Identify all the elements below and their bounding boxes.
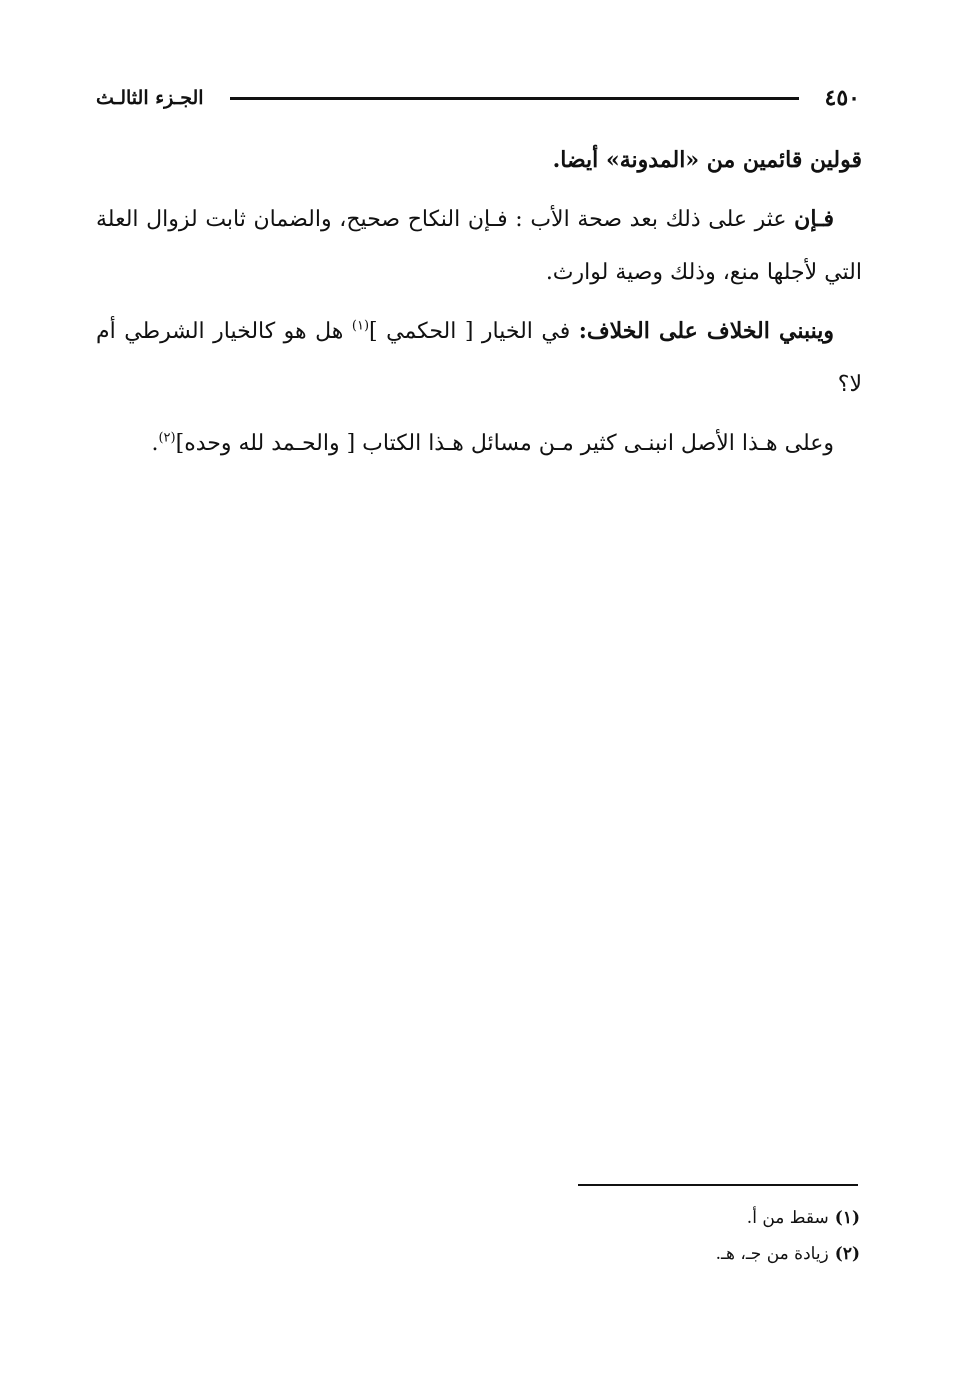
paragraph-4-text-b: . [151,431,159,456]
main-text [96,134,862,470]
footnote-1 [300,1200,860,1236]
footnotes [300,1200,860,1272]
header-rule [230,97,799,100]
running-title: الجـزء الثالـث [96,87,204,109]
paragraph-3-text-a: في الخيار [ الحكمي ] [369,319,579,344]
page-number: ٤٥٠ [824,85,860,111]
paragraph-4-text-a: وعلى هـذا الأصل انبنـى كثير مـن مسائل هـذا الكتاب [ والحـمد لله وحده] [175,431,834,456]
paragraph-3-lead: وينبني الخلاف على الخلاف: [578,318,834,344]
paragraph-3 [96,305,862,411]
footnote-2-number: (٢) [834,1244,860,1264]
paragraph-2-text: عثر على ذلك بعد صحة الأب : فـإن النكاح صحيح، والضمان ثابت لزوال العلة التي لأجلها منع، وذلك وصية لوارث. [96,207,862,285]
paragraph-1 [96,134,862,187]
page-header [96,78,860,118]
paragraph-2-lead: فـإن [794,206,834,232]
footnote-ref-2: (٢) [158,430,176,446]
footnote-2 [300,1236,860,1272]
footnote-ref-1: (١) [351,318,370,334]
footnote-1-text: سقط من أ. [746,1208,829,1228]
paragraph-4 [96,417,862,470]
paragraph-1-bold: قولين قائمين من «المدونة» أيضا. [552,147,862,173]
footnote-2-text: زيادة من جـ، هـ. [715,1244,829,1264]
footnote-1-number: (١) [834,1208,860,1228]
footnote-separator [578,1184,858,1186]
paragraph-3-text-b: هل هو كالخيار الشرطي أم لا؟ [96,319,862,397]
paragraph-2 [96,193,862,299]
